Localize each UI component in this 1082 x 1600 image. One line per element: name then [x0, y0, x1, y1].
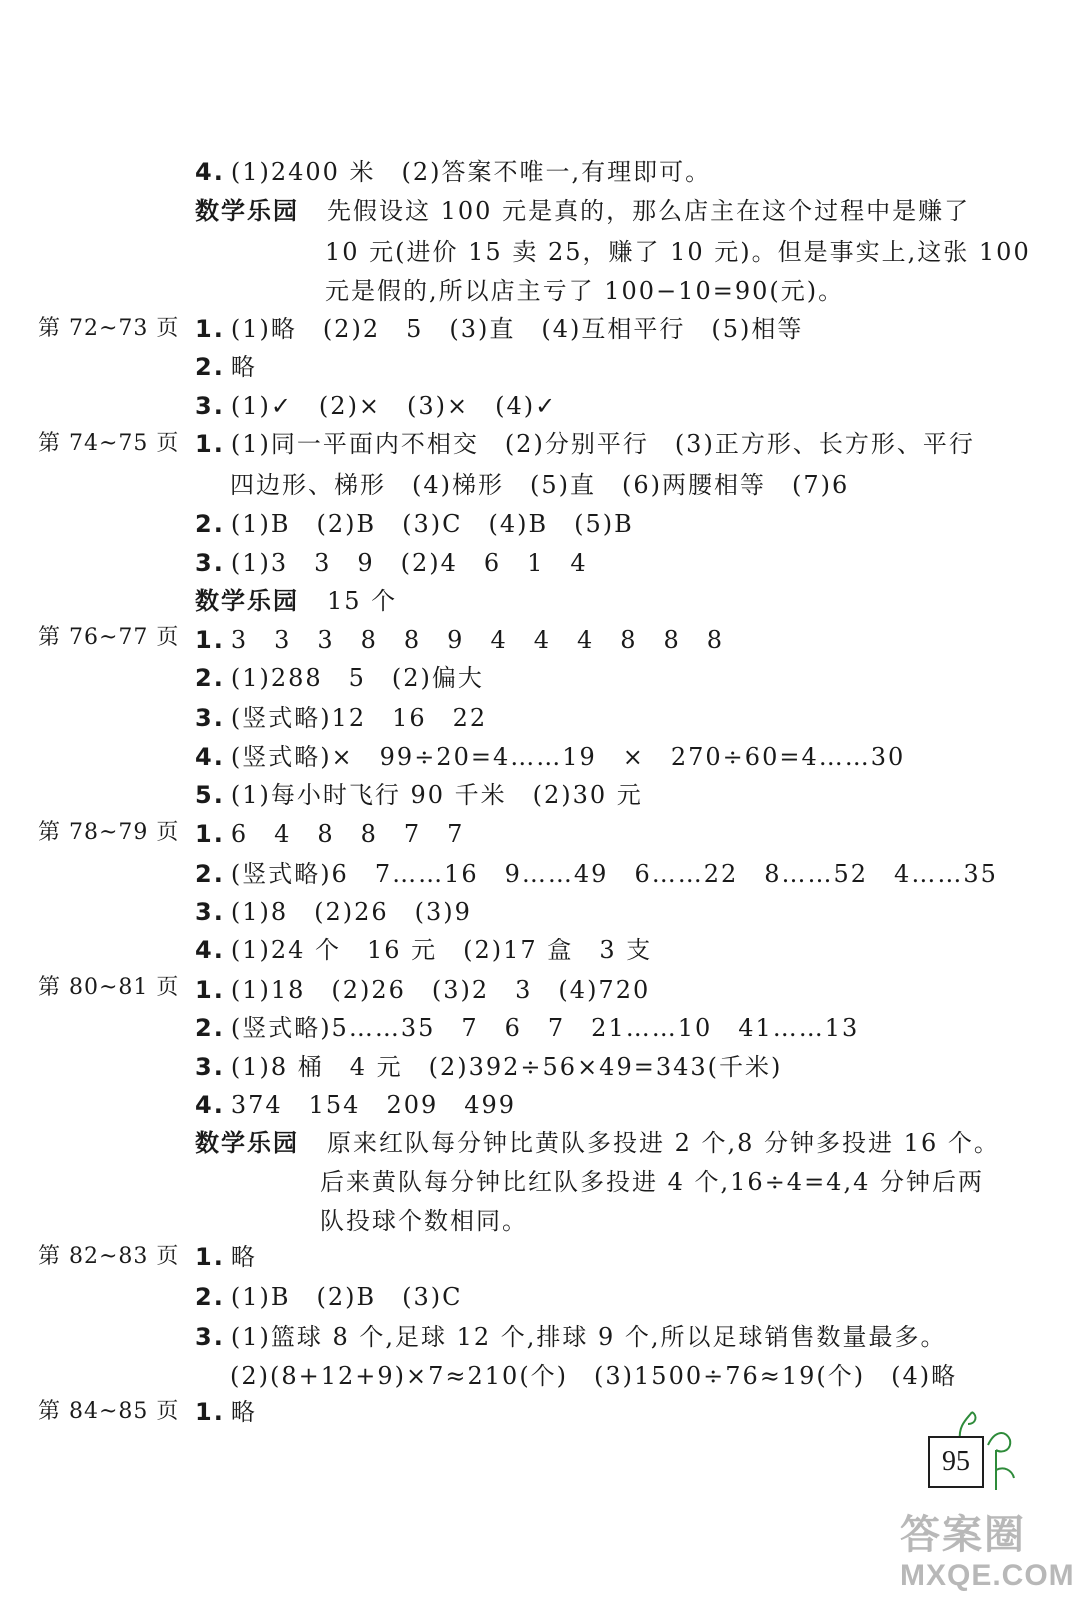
s78-q3: 3. (1)8 (2)26 (3)9: [195, 898, 472, 926]
s72-q1: 1. (1)略 (2)2 5 (3)直 (4)互相平行 (5)相等: [195, 315, 804, 343]
s74-garden: 数学乐园 15 个: [195, 587, 398, 615]
s76-q1: 1. 3 3 3 8 8 9 4 4 4 8 8 8: [195, 626, 725, 654]
s76-q5: 5. (1)每小时飞行 90 千米 (2)30 元: [195, 781, 643, 809]
s76-q4: 4. (竖式略)× 99÷20=4……19 × 270÷60=4……30: [195, 743, 906, 771]
s74-q1: 1. (1)同一平面内不相交 (2)分别平行 (3)正方形、长方形、平行: [195, 430, 975, 458]
intro-q4: 4. (1)2400 米 (2)答案不唯一,有理即可。: [195, 158, 712, 186]
page-number: 95: [928, 1436, 984, 1488]
s72-q2: 2. 略: [195, 353, 257, 381]
s82-q2: 2. (1)B (2)B (3)C: [195, 1283, 463, 1311]
intro-garden: 数学乐园 先假设这 100 元是真的，那么店主在这个过程中是赚了: [195, 197, 971, 225]
s76-q2: 2. (1)288 5 (2)偏大: [195, 664, 484, 692]
section-label-74: 第 74~75 页: [38, 431, 180, 456]
intro-garden-line3: 元是假的,所以店主亏了 100−10=90(元)。: [325, 277, 845, 305]
s72-q3: 3. (1)✓ (2)× (3)× (4)✓: [195, 392, 558, 420]
s74-q3: 3. (1)3 3 9 (2)4 6 1 4: [195, 549, 588, 577]
section-label-80: 第 80~81 页: [38, 975, 180, 1000]
s76-q3: 3. (竖式略)12 16 22: [195, 704, 488, 732]
s80-garden-line3: 队投球个数相同。: [320, 1207, 528, 1235]
s80-q4: 4. 374 154 209 499: [195, 1091, 517, 1119]
section-label-84: 第 84~85 页: [38, 1399, 180, 1424]
s82-q3-cont: (2)(8+12+9)×7≈210(个) (3)1500÷76≈19(个) (4)略: [230, 1362, 958, 1390]
s80-q3: 3. (1)8 桶 4 元 (2)392÷56×49=343(千米): [195, 1053, 783, 1081]
s74-q1-cont: 四边形、梯形 (4)梯形 (5)直 (6)两腰相等 (7)6: [230, 471, 850, 499]
s80-garden-line2: 后来黄队每分钟比红队多投进 4 个,16÷4=4,4 分钟后两: [320, 1168, 984, 1196]
math-garden-label: 数学乐园: [195, 587, 299, 615]
s80-garden: 数学乐园 原来红队每分钟比黄队多投进 2 个,8 分钟多投进 16 个。: [195, 1129, 1000, 1157]
section-label-76: 第 76~77 页: [38, 625, 180, 650]
s84-q1: 1. 略: [195, 1398, 257, 1426]
s82-q3: 3. (1)篮球 8 个,足球 12 个,排球 9 个,所以足球销售数量最多。: [195, 1323, 947, 1351]
watermark-logo: 答案圈: [900, 1513, 1026, 1557]
section-label-72: 第 72~73 页: [38, 316, 180, 341]
math-garden-label: 数学乐园: [195, 197, 299, 225]
section-label-78: 第 78~79 页: [38, 820, 180, 845]
s82-q1: 1. 略: [195, 1243, 257, 1271]
math-garden-label: 数学乐园: [195, 1129, 299, 1157]
s74-q2: 2. (1)B (2)B (3)C (4)B (5)B: [195, 510, 634, 538]
intro-garden-line2: 10 元(进价 15 卖 25，赚了 10 元)。但是事实上,这张 100: [325, 238, 1031, 266]
watermark: [900, 1512, 1082, 1594]
watermark-url: MXQE.COM: [900, 1559, 1075, 1592]
s78-q2: 2. (竖式略)6 7……16 9……49 6……22 8……52 4……35: [195, 860, 998, 888]
s80-q1: 1. (1)18 (2)26 (3)2 3 (4)720: [195, 976, 651, 1004]
section-label-82: 第 82~83 页: [38, 1244, 180, 1269]
s78-q4: 4. (1)24 个 16 元 (2)17 盒 3 支: [195, 936, 653, 964]
s80-q2: 2. (竖式略)5……35 7 6 7 21……10 41……13: [195, 1014, 860, 1042]
s78-q1: 1. 6 4 8 8 7 7: [195, 820, 465, 848]
